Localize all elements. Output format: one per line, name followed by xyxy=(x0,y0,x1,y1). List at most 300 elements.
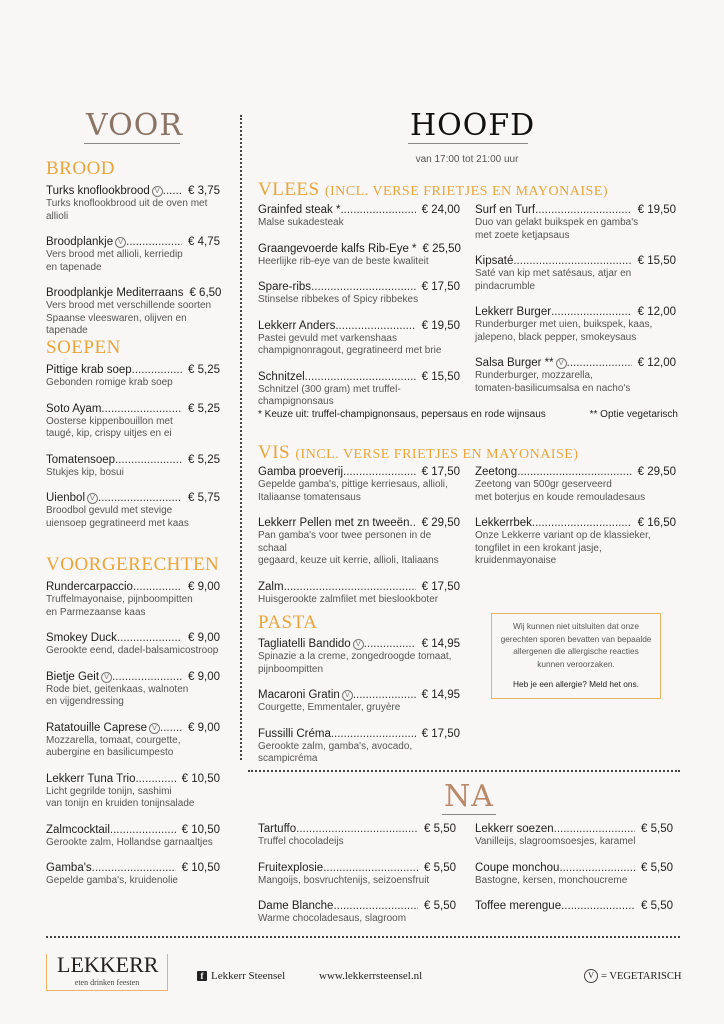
menu-item-price: € 9,00 xyxy=(188,632,220,644)
menu-item-price: € 5,50 xyxy=(424,900,456,912)
menu-item-name xyxy=(475,204,535,217)
menu-item-description: Schnitzel (300 gram) met truffel-champignonsaus xyxy=(258,383,401,407)
menu-item xyxy=(46,185,220,223)
facebook-link[interactable] xyxy=(197,970,285,982)
vegetarian-icon: V xyxy=(353,639,364,650)
menu-item-price: € 6,50 xyxy=(189,287,222,299)
menu-item-description: Spinazie a la creme, zongedroogde tomaat, xyxy=(258,651,452,662)
menu-item-description: Vanilleijs, slagroomsoesjes, karamel xyxy=(475,836,636,847)
menu-item-row xyxy=(258,638,460,651)
menu-item-name-text: Rundercarpaccio xyxy=(46,581,133,593)
menu-item-description: Truffelmayonaise, pijnboompitten xyxy=(46,594,193,605)
menu-item-price: € 5,50 xyxy=(424,823,456,835)
menu-item-description: uiensoep gegratineerd met kaas xyxy=(46,517,189,529)
brood-list xyxy=(46,185,220,351)
menu-item xyxy=(46,364,220,390)
dot-leader xyxy=(98,492,182,505)
voor-title: VOOR xyxy=(86,108,183,143)
menu-item-price: € 5,50 xyxy=(641,900,673,912)
vegetarian-icon: V xyxy=(152,186,163,197)
menu-item xyxy=(258,900,456,926)
menu-item xyxy=(258,517,460,568)
menu-item-description: met zoete ketjapsaus xyxy=(475,229,570,241)
dot-leader xyxy=(126,236,182,249)
menu-item-row xyxy=(258,728,460,741)
website-link[interactable]: www.lekkerrsteensel.nl xyxy=(319,970,423,982)
vis-title: VIS xyxy=(258,442,291,463)
menu-item-price: € 29,50 xyxy=(637,466,676,478)
menu-item-description: Mangoijs, bosvruchtenijs, seizoensfruit xyxy=(258,874,430,886)
menu-item-description: en Parmezaanse kaas xyxy=(46,606,146,618)
menu-item-name-text: Lekkerr Anders xyxy=(258,319,336,332)
dot-leader xyxy=(551,306,632,319)
menu-item-description: Licht gegrilde tonijn, sashimi xyxy=(46,785,172,797)
menu-item xyxy=(46,671,220,709)
menu-item-row xyxy=(258,900,456,913)
dot-leader xyxy=(101,403,182,416)
menu-item-name-text: Uienbol xyxy=(46,492,85,504)
menu-item-name xyxy=(475,306,551,319)
menu-item-row xyxy=(258,689,460,702)
menu-item-description: Italiaanse tomatensaus xyxy=(258,491,361,503)
menu-item-row xyxy=(258,517,460,530)
vlees-subtitle: (INCL. VERSE FRIETJES EN MAYONAISE) xyxy=(324,184,608,199)
dot-leader xyxy=(532,517,632,530)
menu-item-description: Gepelde gamba's, kruidenolie xyxy=(46,875,178,886)
soepen-heading: SOEPEN xyxy=(46,337,121,358)
menu-item-row xyxy=(46,862,220,875)
menu-item-name xyxy=(258,243,417,256)
menu-item-name-text: Grainfed steak * xyxy=(258,204,341,216)
menu-item-row xyxy=(475,517,676,530)
menu-item-description: Rode biet, geitenkaas, walnoten xyxy=(46,683,189,695)
vegetarian-icon: V xyxy=(101,672,112,683)
menu-item-name xyxy=(46,236,126,249)
menu-item xyxy=(475,466,676,504)
menu-item-name-text: Lekkerr Burger xyxy=(475,306,552,318)
menu-item-name xyxy=(46,671,112,684)
menu-item-price: € 3,75 xyxy=(188,185,220,197)
menu-item xyxy=(258,281,460,307)
menu-item xyxy=(46,862,220,888)
menu-item-row xyxy=(258,204,460,217)
column-divider xyxy=(240,115,242,760)
menu-item-name-text: Fruitexplosie xyxy=(258,861,324,874)
menu-item-name-text: Graangevoerde kalfs Rib-Eye * xyxy=(258,242,417,255)
vegetarian-icon: V xyxy=(556,358,567,369)
menu-item-description: Pan gamba's voor twee personen in de schaal xyxy=(258,530,432,554)
dot-leader xyxy=(559,862,635,875)
menu-item-row xyxy=(46,632,220,645)
sauce-footnote: * Keuze uit: truffel-champignonsaus, pepersaus en rode wijnsaus xyxy=(258,409,546,420)
dot-leader xyxy=(343,466,416,479)
menu-item-description: champignonragout, gegratineerd met brie xyxy=(258,345,442,356)
menu-item-name xyxy=(258,204,340,217)
menu-item-description: Truffel chocoladeijs xyxy=(258,836,344,847)
menu-item-description: Bastogne, kersen, monchoucreme xyxy=(475,874,628,886)
menu-item xyxy=(46,492,220,530)
menu-item-description: Gebonden romige krab soep xyxy=(46,377,173,388)
menu-item-description: Broodbol gevuld met stevige xyxy=(46,505,173,516)
menu-item-description: gegaard, keuze uit kerrie, allioli, Italiaans xyxy=(258,555,439,566)
menu-item xyxy=(258,862,456,888)
menu-item-name xyxy=(46,632,117,645)
menu-item-row xyxy=(475,255,676,268)
menu-item-name-text: Kipsaté xyxy=(475,255,514,267)
dot-leader xyxy=(117,632,182,645)
menu-item xyxy=(475,306,676,344)
menu-item-price: € 25,50 xyxy=(422,242,461,255)
menu-item-row xyxy=(258,371,460,384)
dot-leader xyxy=(132,364,182,377)
menu-item-row xyxy=(46,581,220,594)
na-title: NA xyxy=(442,781,496,815)
menu-item-name xyxy=(475,900,561,913)
menu-item-price: € 9,00 xyxy=(188,670,220,683)
veg-legend-label: = VEGETARISCH xyxy=(601,970,682,982)
menu-item-name xyxy=(258,823,296,836)
menu-item-description: taugé, kip, crispy uitjes en ei xyxy=(46,428,172,439)
dot-leader xyxy=(335,320,415,333)
vlees-title: VLEES xyxy=(258,179,320,200)
menu-item-name xyxy=(475,862,559,875)
section-divider xyxy=(248,770,680,772)
menu-item xyxy=(46,632,220,658)
menu-item-description: met boterjus en koude remouladesaus xyxy=(475,491,646,503)
menu-item-row xyxy=(475,900,673,913)
menu-item-name xyxy=(258,320,335,333)
menu-item-description: Gepelde gamba's, pittige kerriesaus, allioli, xyxy=(258,479,448,490)
vegetarian-footnote: ** Optie vegetarisch xyxy=(589,409,678,420)
menu-item-name-text: Surf en Turf xyxy=(475,204,536,216)
menu-item-name xyxy=(258,371,305,384)
menu-item-description: van tonijn en kruiden tonijnsalade xyxy=(46,798,195,809)
dot-leader xyxy=(323,862,418,875)
menu-item-name-text: Zalm xyxy=(258,580,284,593)
menu-item-name xyxy=(258,862,323,875)
menu-item-row xyxy=(475,466,676,479)
lekkerr-logo xyxy=(46,954,168,991)
vis-subtitle: (INCL. VERSE FRIETJES EN MAYONAISE) xyxy=(295,447,579,462)
menu-item-description: en tapenade xyxy=(46,261,102,273)
menu-item-name xyxy=(475,517,532,530)
logo-tagline: eten drinken feesten xyxy=(74,978,140,987)
menu-item-price: € 17,50 xyxy=(421,466,460,478)
dot-leader xyxy=(331,728,416,741)
menu-item-price: € 4,75 xyxy=(188,236,220,248)
menu-item-name xyxy=(46,364,132,377)
menu-item-description: Duo van gelakt buikspek en gamba's xyxy=(475,217,639,228)
dot-leader xyxy=(163,185,182,198)
menu-item-price: € 19,50 xyxy=(421,319,460,332)
menu-item xyxy=(258,371,460,409)
menu-item-row xyxy=(475,204,676,217)
menu-item xyxy=(46,454,220,480)
menu-item-row xyxy=(258,862,456,875)
dot-leader xyxy=(110,824,176,837)
voorgerechten-heading: VOORGERECHTEN xyxy=(46,554,220,575)
facebook-icon: f xyxy=(197,971,207,981)
allergy-notice xyxy=(491,613,661,699)
menu-item-price: € 12,00 xyxy=(637,306,676,318)
menu-item xyxy=(46,722,220,760)
menu-item-name-text: Lekkerr Pellen met zn tweeën xyxy=(258,517,410,529)
menu-item-description: Gerookte zalm, gamba's, avocado, scampicréma xyxy=(258,740,413,764)
menu-item-price: € 17,50 xyxy=(421,727,460,740)
menu-item-row xyxy=(258,243,460,256)
dot-leader xyxy=(517,466,631,479)
menu-item-name-text: Ratatouille Caprese xyxy=(46,721,148,734)
voorgerechten-list xyxy=(46,581,220,901)
menu-item-description: Courgette, Emmentaler, gruyère xyxy=(258,702,401,713)
na-left-list xyxy=(258,823,456,939)
menu-item-name-text: Fussilli Créma xyxy=(258,727,331,740)
menu-item-row xyxy=(258,581,460,594)
menu-item-row xyxy=(46,364,220,377)
menu-item-price: € 9,00 xyxy=(188,581,220,593)
menu-item xyxy=(46,824,220,850)
menu-item-description: tongfilet in een krokant jasje, kruidenmayonaise xyxy=(475,542,602,566)
menu-item-price: € 5,50 xyxy=(641,823,673,835)
menu-item-name xyxy=(46,403,101,416)
menu-item-name xyxy=(46,581,133,594)
hoofd-title: HOOFD xyxy=(410,108,536,143)
menu-item-description: Stukjes kip, bosui xyxy=(46,466,124,478)
menu-item-name-text: Macaroni Gratin xyxy=(258,689,340,701)
menu-item-price: € 10,50 xyxy=(181,823,220,836)
menu-item-price: € 29,50 xyxy=(421,517,460,529)
menu-item-name-text: Pittige krab soep xyxy=(46,364,132,376)
menu-item-name xyxy=(475,255,513,268)
menu-item-row xyxy=(46,287,220,300)
menu-item-price: € 12,00 xyxy=(637,357,676,369)
menu-item-description: Warme chocoladesaus, slagroom xyxy=(258,913,407,924)
menu-item xyxy=(46,403,220,441)
menu-item-row xyxy=(46,236,220,249)
menu-item-price: € 5,25 xyxy=(188,402,220,415)
vlees-right-list xyxy=(475,204,676,408)
menu-item-description: Mozzarella, tomaat, courgette, xyxy=(46,734,181,746)
dot-leader xyxy=(311,281,416,294)
menu-item-description: Gerookte zalm, Hollandse garnaaltjes xyxy=(46,836,213,848)
menu-item-row xyxy=(475,357,676,370)
menu-item-name xyxy=(46,492,98,505)
menu-item-name-text: Lekkerr Tuna Trio xyxy=(46,772,136,785)
menu-item xyxy=(46,773,220,811)
dot-leader xyxy=(112,671,182,684)
menu-item xyxy=(475,862,673,888)
menu-item-name-text: Tomatensoep xyxy=(46,453,116,466)
menu-item-price: € 5,75 xyxy=(188,492,220,504)
dot-leader xyxy=(535,204,632,217)
menu-item-name-text: Soto Ayam xyxy=(46,402,102,415)
menu-item xyxy=(475,357,676,395)
dot-leader xyxy=(133,581,182,594)
vegetarian-icon: V xyxy=(87,493,98,504)
menu-item xyxy=(258,689,460,715)
menu-item-name-text: Broodplankje Mediterraans xyxy=(46,287,184,299)
dot-leader xyxy=(567,357,632,370)
menu-item-price: € 14,95 xyxy=(421,638,460,650)
menu-item xyxy=(46,581,220,619)
menu-item-row xyxy=(475,823,673,836)
menu-item-price: € 24,00 xyxy=(421,204,460,216)
menu-item-name xyxy=(258,466,343,479)
menu-item-row xyxy=(46,454,220,467)
opening-hours: van 17:00 tot 21:00 uur xyxy=(415,154,519,165)
soepen-list xyxy=(46,364,220,543)
dot-leader xyxy=(92,862,176,875)
menu-item-name xyxy=(475,466,517,479)
menu-item-name xyxy=(258,638,364,651)
menu-item-price: € 14,95 xyxy=(421,689,460,701)
menu-item xyxy=(46,287,220,338)
menu-item xyxy=(258,728,460,766)
vis-heading xyxy=(258,442,579,464)
menu-item xyxy=(258,823,456,849)
menu-item-name-text: Gamba proeverij xyxy=(258,466,344,478)
menu-item-name xyxy=(46,185,163,198)
menu-item-row xyxy=(46,403,220,416)
menu-item xyxy=(475,255,676,293)
menu-item-name xyxy=(46,862,92,875)
vegetarian-icon: V xyxy=(584,969,598,983)
menu-item xyxy=(258,581,460,607)
menu-item-row xyxy=(258,281,460,294)
brood-heading: BROOD xyxy=(46,158,116,179)
menu-item-description: Huisgerookte zalmfilet met bieslookboter xyxy=(258,593,439,605)
menu-item xyxy=(258,466,460,504)
dot-leader xyxy=(561,900,635,913)
allergy-question: Heb je een allergie? Meld het ons. xyxy=(513,679,639,689)
menu-item-description: aubergine en basilicumpesto xyxy=(46,747,174,758)
menu-item-description: Stinselse ribbekes of Spicy ribbekes xyxy=(258,294,419,305)
menu-item-row xyxy=(46,185,220,198)
menu-item-description: Runderburger met uien, buikspek, kaas, xyxy=(475,319,653,330)
vegetarian-icon: V xyxy=(342,690,353,701)
vegetarian-icon: V xyxy=(115,237,126,248)
menu-item-row xyxy=(46,722,220,735)
veg-legend xyxy=(584,969,681,983)
menu-item-price: € 9,00 xyxy=(188,721,220,734)
menu-item-name xyxy=(258,689,353,702)
menu-item-price: € 5,25 xyxy=(188,364,220,376)
menu-item-description: tomaten-basilicumsalsa en nacho's xyxy=(475,382,631,394)
menu-item-price: € 10,50 xyxy=(181,772,220,785)
menu-item-row xyxy=(46,492,220,505)
menu-item-description: Turks knoflookbrood uit de oven met allioli xyxy=(46,198,208,222)
menu-item-price: € 10,50 xyxy=(181,862,220,874)
menu-item-name xyxy=(475,357,567,370)
dot-leader xyxy=(340,204,415,217)
menu-item-name-text: Zalmcocktail xyxy=(46,823,110,836)
menu-item-name-text: Coupe monchou xyxy=(475,861,560,874)
menu-item xyxy=(475,204,676,242)
menu-item-name-text: Bietje Geit xyxy=(46,670,100,683)
menu-item-description: Gerookte eend, dadel-balsamicostroop xyxy=(46,645,219,656)
menu-item-description: Pastei gevuld met varkenshaas xyxy=(258,332,397,344)
menu-item-row xyxy=(46,824,220,837)
menu-item xyxy=(475,517,676,568)
menu-item-name-text: Toffee merengue xyxy=(475,900,562,912)
menu-item-name-text: Tagliatelli Bandido xyxy=(258,638,351,650)
menu-item-price: € 5,50 xyxy=(424,861,456,874)
menu-item-row xyxy=(46,773,220,786)
menu-item-description: Vers brood met verschillende soorten xyxy=(46,300,212,311)
menu-item-price: € 15,50 xyxy=(637,255,676,267)
menu-item-description: Oosterse kippenbouillon met xyxy=(46,415,173,427)
menu-item-row xyxy=(258,466,460,479)
menu-item-description: Heerlijke rib-eye van de beste kwaliteit xyxy=(258,255,429,267)
facebook-label: Lekkerr Steensel xyxy=(211,970,286,982)
menu-item-price: € 17,50 xyxy=(421,580,460,593)
menu-item-description: pijnboompitten xyxy=(258,663,324,675)
menu-item-name xyxy=(258,517,410,530)
dot-leader xyxy=(284,581,416,594)
menu-item-description: Vers brood met allioli, kerriedip xyxy=(46,249,183,260)
menu-item-description: Saté van kip met satésaus, atjar en pindacrumble xyxy=(475,268,632,292)
menu-item-name xyxy=(258,900,333,913)
menu-item xyxy=(258,204,460,230)
vlees-left-list xyxy=(258,204,460,422)
na-right-list xyxy=(475,823,673,926)
menu-item xyxy=(475,900,673,913)
menu-item-name xyxy=(46,773,135,786)
menu-item-description: en vijgendressing xyxy=(46,696,124,707)
dot-leader xyxy=(296,823,418,836)
menu-item-price: € 19,50 xyxy=(637,204,676,216)
logo-text: LEKKERR xyxy=(57,952,159,977)
menu-item-description: Malse sukadesteak xyxy=(258,217,344,228)
menu-item-name-text: Spare-ribs xyxy=(258,281,312,293)
dot-leader xyxy=(353,689,416,702)
menu-item-name xyxy=(258,281,311,294)
menu-item-price: € 17,50 xyxy=(421,281,460,293)
dot-leader xyxy=(305,371,416,384)
menu-item-description: Spaanse vleeswaren, olijven en tapenade xyxy=(46,312,187,336)
dot-leader xyxy=(513,255,631,268)
menu-item-name-text: Dame Blanche xyxy=(258,900,334,912)
menu-item-name xyxy=(46,824,110,837)
menu-item-name xyxy=(475,823,554,836)
menu-item-description: Runderburger, mozzarella, xyxy=(475,370,593,381)
dot-leader xyxy=(333,900,418,913)
menu-item-name xyxy=(46,287,183,300)
menu-item-row xyxy=(258,320,460,333)
menu-item-description: Onze Lekkerre variant op de klassieker, xyxy=(475,530,651,541)
vis-right-list xyxy=(475,466,676,581)
menu-item-name-text: Smokey Duck xyxy=(46,632,117,644)
pasta-list xyxy=(258,638,460,779)
menu-item-name-text: Salsa Burger ** xyxy=(475,357,554,369)
menu-item-row xyxy=(475,306,676,319)
menu-item-row xyxy=(258,823,456,836)
menu-item xyxy=(258,320,460,358)
menu-item-row xyxy=(46,671,220,684)
menu-item-name-text: Schnitzel xyxy=(258,370,305,383)
menu-item xyxy=(475,823,673,849)
menu-item-name-text: Lekkerrbek xyxy=(475,517,532,529)
menu-item-row xyxy=(475,862,673,875)
footer-divider xyxy=(46,936,680,938)
dot-leader xyxy=(115,454,182,467)
menu-item-name-text: Broodplankje xyxy=(46,236,114,248)
menu-item-name-text: Zeetong xyxy=(475,466,518,478)
menu-item-name-text: Gamba's xyxy=(46,862,92,874)
menu-item-price: € 5,25 xyxy=(188,453,220,466)
menu-item-price: € 15,50 xyxy=(421,370,460,383)
dot-leader xyxy=(135,773,175,786)
